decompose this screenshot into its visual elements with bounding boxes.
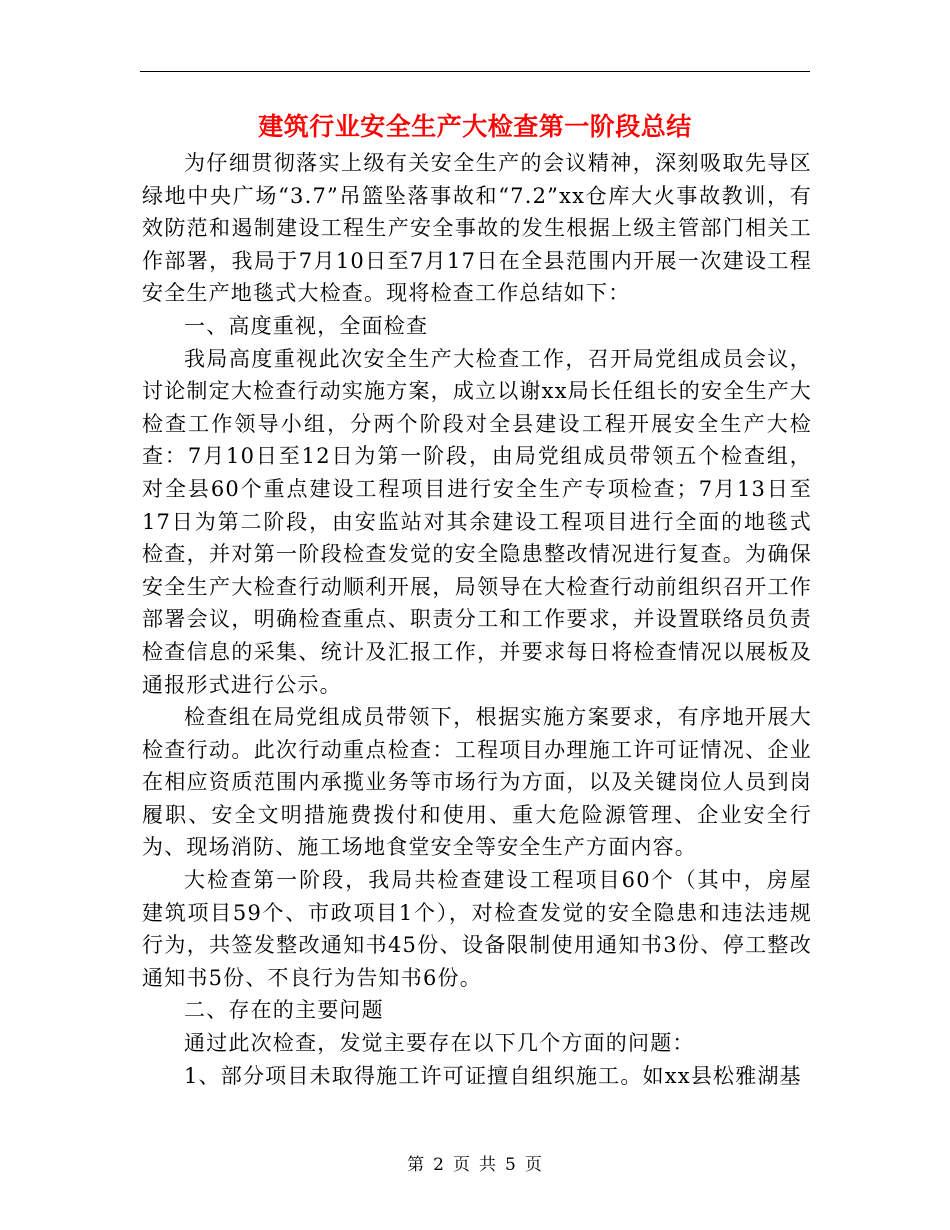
paragraph-problems-intro: 通过此次检查，发觉主要存在以下几个方面的问题： xyxy=(184,1031,695,1056)
page-label: 第 xyxy=(407,1155,426,1175)
total-label: 共 xyxy=(479,1155,497,1175)
document-title: 建筑行业安全生产大检查第一阶段总结 xyxy=(258,112,692,141)
page-unit: 页 xyxy=(453,1155,471,1175)
paragraph-intro: 为仔细贯彻落实上级有关安全生产的会议精神，深刻吸取先导区绿地中央广场“3.7”吊篮坠落事故和“7.2”xx仓库大火事故教训，有效防范和遏制建设工程生产安全事故的发生根据上级主管部门相关工作部署，我局于7月10日至7月17日在全县范围内开展一次建设工程安全生产地毯式大检查。现将检查工作总结如下： xyxy=(142,151,812,306)
page-current: 2 xyxy=(433,1155,445,1175)
page-total: 5 xyxy=(505,1155,517,1175)
page-footer xyxy=(0,1153,950,1177)
section-heading-2: 二、存在的主要问题 xyxy=(184,998,384,1023)
paragraph-organization: 我局高度重视此次安全生产大检查工作，召开局党组成员会议，讨论制定大检查行动实施方案，成立以谢xx局长任组长的安全生产大检查工作领导小组，分两个阶段对全县建设工程开展安全生产大检查：7月10日至12日为第一阶段，由局党组成员带领五个检查组，对全县60个重点建设工程项目进行安全生产专项检查；7月13日至17日为第二阶段，由安监站对其余建设工程项目进行全面的地毯式检查，并对第一阶段检查发觉的安全隐患整改情况进行复查。为确保安全生产大检查行动顺利开展，局领导在大检查行动前组织召开工作部署会议，明确检查重点、职责分工和工作要求，并设置联络员负责检查信息的采集、统计及汇报工作，并要求每日将检查情况以展板及通报形式进行公示。 xyxy=(142,346,812,697)
document-body xyxy=(142,147,812,1092)
header-rule xyxy=(140,71,810,72)
total-unit: 页 xyxy=(524,1155,543,1175)
paragraph-inspection-scope: 检查组在局党组成员带领下，根据实施方案要求，有序地开展大检查行动。此次行动重点检查：工程项目办理施工许可证情况、企业在相应资质范围内承揽业务等市场行为方面，以及关键岗位人员到岗履职、安全文明措施费拨付和使用、重大危险源管理、企业安全行为、现场消防、施工场地食堂安全等安全生产方面内容。 xyxy=(142,705,812,860)
section-heading-1: 一、高度重视，全面检查 xyxy=(184,313,429,338)
paragraph-stage-one-results: 大检查第一阶段，我局共检查建设工程项目60个（其中，房屋建筑项目59个、市政项目1个），对检查发觉的安全隐患和违法违规行为，共签发整改通知书45份、设备限制使用通知书3份、停工整改通知书5份、不良行为告知书6份。 xyxy=(142,868,812,990)
paragraph-problem-1: 1、部分项目未取得施工许可证擅自组织施工。如xx县松雅湖基 xyxy=(184,1063,802,1088)
